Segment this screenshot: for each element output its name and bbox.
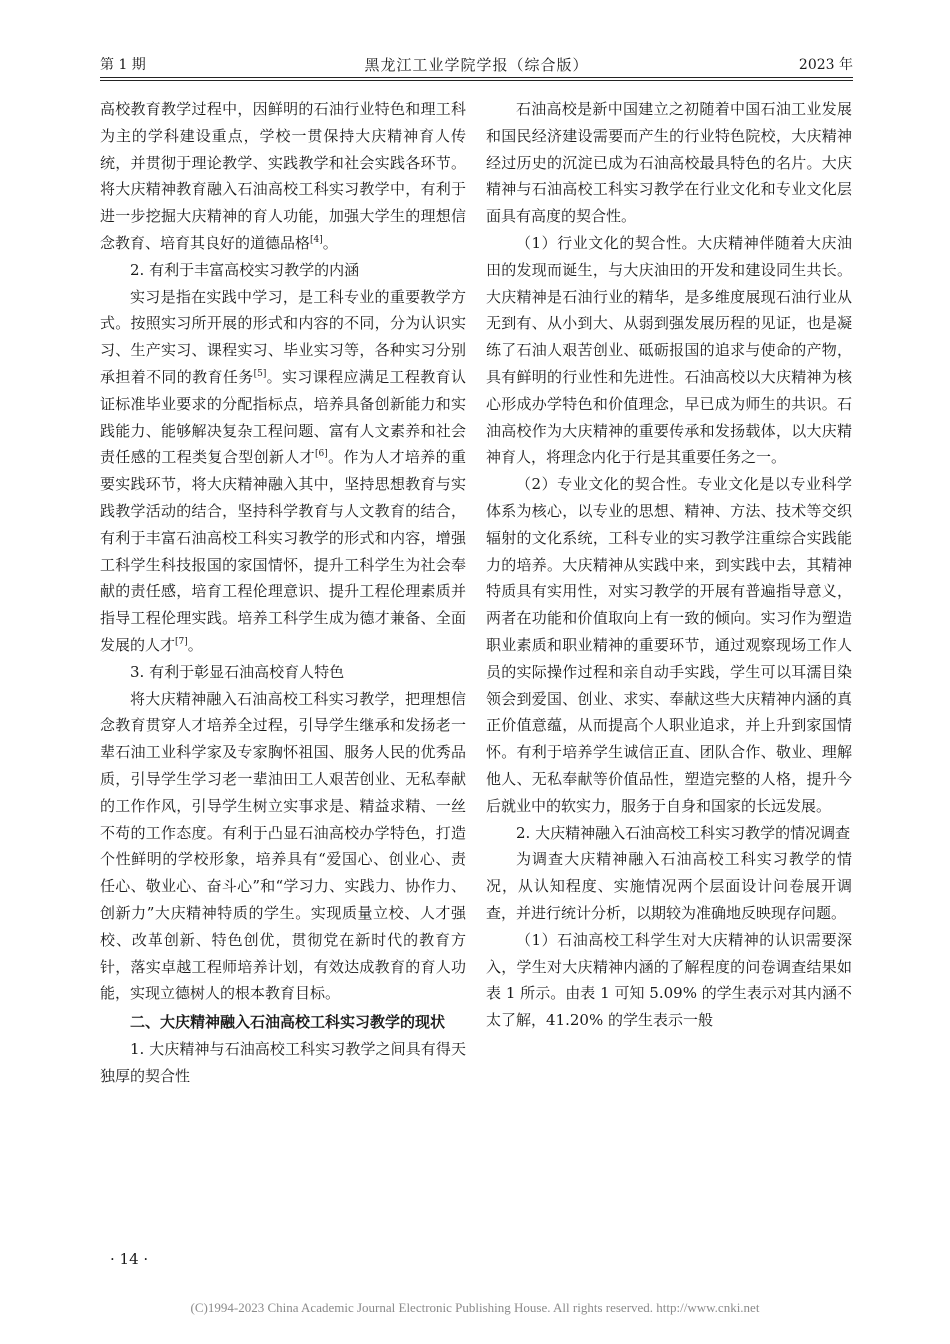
citation[interactable]: [6] (315, 449, 328, 460)
paragraph: （1）行业文化的契合性。大庆精神伴随着大庆油田的发现而诞生，与大庆油田的开发和建设同生共长。大庆精神是石油行业的精华，是多维度展现石油行业从无到有、从小到大、从弱到强发展历程的见证，也是凝练了石油人艰苦创业、砥砺报国的追求与使命的产物，具有鲜明的行业性和先进性。石油高校以大庆精神为核心形成办学特色和价值理念，早已成为师生的共识。石油高校作为大庆精神的重要传承和发扬载体，以大庆精神育人，将理念内化于行是其重要任务之一。 (486, 233, 852, 467)
subheading: 3. 有利于彰显石油高校育人特色 (130, 662, 345, 681)
section-heading: 二、大庆精神融入石油高校工科实习教学的现状 (130, 1013, 446, 1032)
journal-title: 黑龙江工业学院学报（综合版） (364, 56, 589, 74)
citation[interactable]: [4] (310, 234, 323, 245)
subheading: 2. 有利于丰富高校实习教学的内涵 (130, 260, 360, 279)
page-number: · 14 · (110, 1250, 149, 1268)
subheading: 1. 大庆精神与石油高校工科实习教学之间具有得天独厚的契合性 (100, 1039, 466, 1085)
paragraph: 实习是指在实践中学习，是工科专业的重要教学方式。按照实习所开展的形式和内容的不同，分为认识实习、生产实习、课程实习、毕业实习等，各种实习分别承担着不同的教育任务[5]。实习课程应满足工程教育认证标准毕业要求的分配指标点，培养具备创新能力和实践能力、能够解决复杂工程问题、富有人文素养和社会责任感的工程类复合型创新人才[6]。作为人才培养的重要实践环节，将大庆精神融入其中，坚持思想教育与实践教学活动的结合，坚持科学教育与人文教育的结合，有利于丰富石油高校工科实习教学的形式和内容，增强工科学生科技报国的家国情怀，提升工科学生为社会奉献的责任感，培育工程伦理意识、提升工程伦理素质并指导工程伦理实践。培养工科学生成为德才兼备、全面发展的人才[7]。 (100, 287, 466, 654)
citation[interactable]: [5] (253, 368, 267, 379)
citation[interactable]: [7] (175, 636, 188, 647)
left-column (100, 96, 466, 1089)
paragraph: （1）石油高校工科学生对大庆精神的认识需要深入，学生对大庆精神内涵的了解程度的问卷调查结果如表 1 所示。由表 1 可知 5.09% 的学生表示对其内涵不太了解，41.20% 的学生表示一般 (486, 930, 852, 1030)
header-rule-double (100, 80, 853, 81)
running-header (100, 52, 853, 80)
paragraph: 高校教育教学过程中，因鲜明的石油行业特色和理工科为主的学科建设重点，学校一贯保持大庆精神育人传统，并贯彻于理论教学、实践教学和社会实践各环节。将大庆精神教育融入石油高校工科实习教学中，有利于进一步挖掘大庆精神的育人功能，加强大学生的理想信念教育、培育其良好的道德品格[4]。 (100, 100, 466, 252)
issue-label: 第 1 期 (100, 57, 146, 73)
header-rule (100, 77, 853, 78)
paragraph: 为调查大庆精神融入石油高校工科实习教学的情况，从认知程度、实施情况两个层面设计问卷展开调查，并进行统计分析，以期较为准确地反映现存问题。 (486, 850, 852, 922)
copyright-footer: (C)1994-2023 China Academic Journal Electronic Publishing House. All rights reserved. http://www.cnki.net (190, 1300, 760, 1315)
paragraph: 石油高校是新中国建立之初随着中国石油工业发展和国民经济建设需要而产生的行业特色院校，大庆精神经过历史的沉淀已成为石油高校最具特色的名片。大庆精神与石油高校工科实习教学在行业文化和专业文化层面具有高度的契合性。 (486, 100, 852, 226)
year-label: 2023 年 (798, 57, 853, 73)
paragraph: （2）专业文化的契合性。专业文化是以专业科学体系为核心，以专业的思想、精神、方法、技术等交织辐射的文化系统，工科专业的实习教学注重综合实践能力的培养。大庆精神从实践中来，到实践中去，其精神特质具有实用性，对实习教学的开展有普遍指导意义，两者在功能和价值取向上有一致的倾向。实习作为塑造职业素质和职业精神的重要环节，通过观察现场工作人员的实际操作过程和亲自动手实践，学生可以耳濡目染领会到爱国、创业、求实、奉献这些大庆精神内涵的真正价值意蕴，从而提高个人职业追求，并上升到家国情怀。有利于培养学生诚信正直、团队合作、敬业、理解他人、无私奉献等价值品性，塑造完整的人格，提升今后就业中的软实力，服务于自身和国家的长远发展。 (486, 475, 852, 815)
right-column (486, 96, 852, 1034)
paragraph: 将大庆精神融入石油高校工科实习教学，把理想信念教育贯穿人才培养全过程，引导学生继承和发扬老一辈石油工业科学家及专家胸怀祖国、服务人民的优秀品质，引导学生学习老一辈油田工人艰苦创业、无私奉献的工作作风，引导学生树立实事求是、精益求精、一丝不苟的工作态度。有利于凸显石油高校办学特色，打造个性鲜明的学校形象，培养具有“爱国心、创业心、责任心、敬业心、奋斗心”和“学习力、实践力、协作力、创新力”大庆精神特质的学生。实现质量立校、人才强校、改革创新、特色创优，贯彻党在新时代的教育方针，落实卓越工程师培养计划，有效达成教育的育人功能，实现立德树人的根本教育目标。 (100, 689, 466, 1003)
subheading: 2. 大庆精神融入石油高校工科实习教学的情况调查 (516, 823, 851, 842)
